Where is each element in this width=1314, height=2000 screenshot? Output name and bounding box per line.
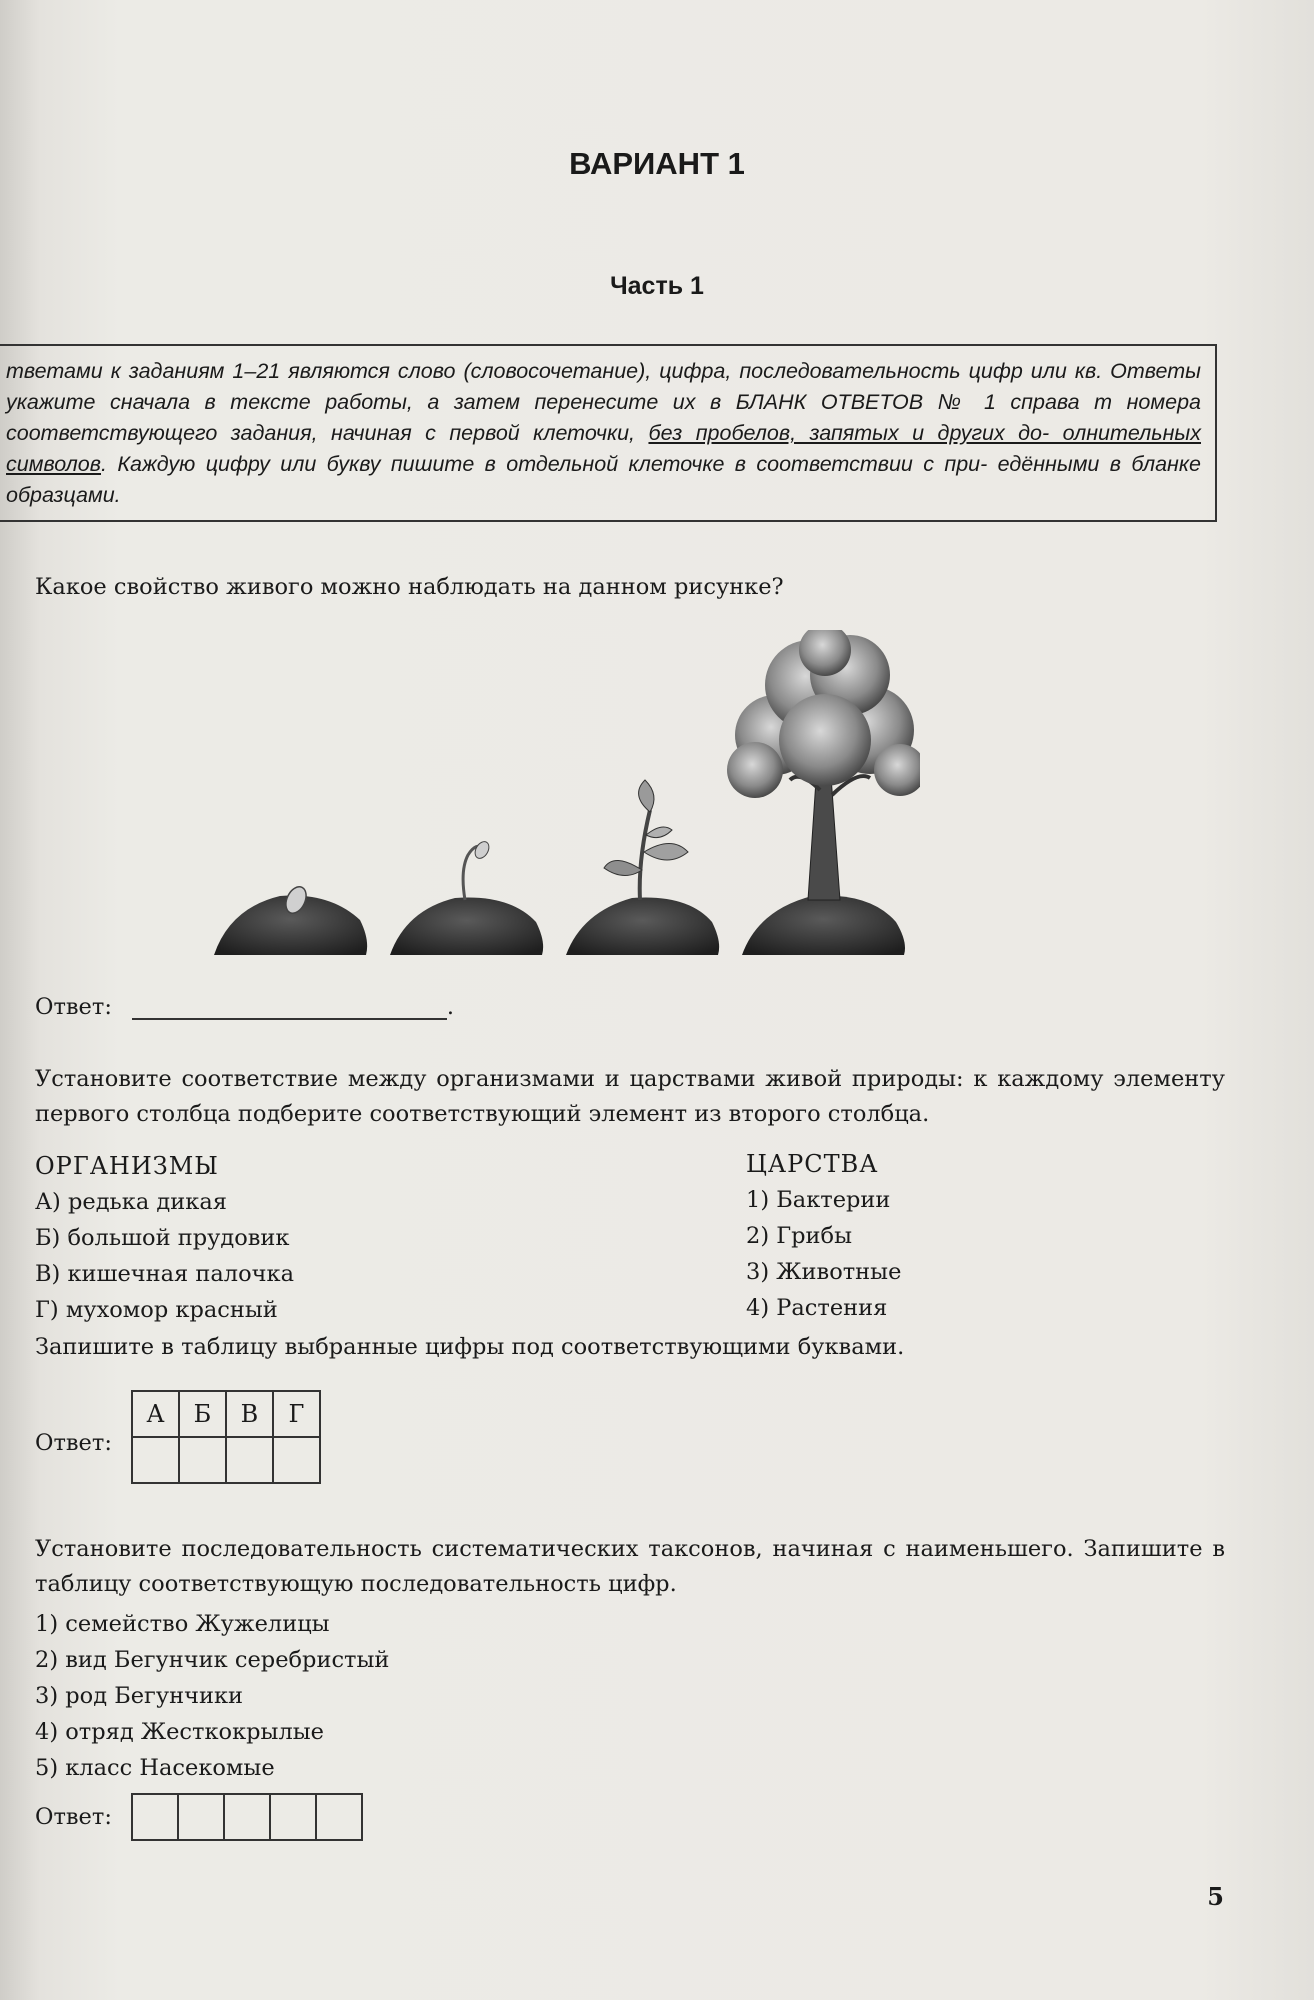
q1-answer-row <box>35 994 454 1020</box>
answer-cell[interactable] <box>179 1437 226 1483</box>
answer-cell[interactable] <box>132 1794 178 1840</box>
q1-answer-field[interactable] <box>132 994 447 1020</box>
kingdom-item: 2) Грибы <box>746 1223 852 1249</box>
answer-cell[interactable] <box>226 1437 273 1483</box>
instructions-text-1: тветами к заданиям 1–21 являются слово (словосочетание), цифра, последовательность цифр или кв. Ответы укажите сначала в тексте работы, а затем перенесите их в БЛАНК ОТВЕТОВ № 1 справа т номера соответствующего задания, начиная с первой клеточки, <box>6 359 1201 445</box>
q2-text: Установите соответствие между организмами и царствами живой природы: к каждому элементу первого столбца подберите соответствующий элемент из второго столбца. <box>35 1066 1225 1127</box>
organism-item: Б) большой прудовик <box>35 1225 290 1251</box>
q2-answer-table <box>131 1390 321 1484</box>
variant-title: ВАРИАНТ 1 <box>569 146 745 181</box>
taxon-item: 3) род Бегунчики <box>35 1683 244 1709</box>
taxon-item: 2) вид Бегунчик серебристый <box>35 1647 390 1673</box>
q2-instruction: Запишите в таблицу выбранные цифры под соответствующими буквами. <box>35 1334 905 1360</box>
q1-answer-label: Ответ: <box>35 994 112 1020</box>
organism-item: А) редька дикая <box>35 1189 227 1215</box>
answer-cell[interactable] <box>270 1794 316 1840</box>
answer-cell[interactable] <box>132 1437 179 1483</box>
seedling-mound <box>566 780 719 955</box>
instructions-underlined: без пробелов, запятых и других до- олнительных символов <box>6 421 1201 476</box>
q3-answer-label: Ответ: <box>35 1804 112 1830</box>
instructions-box <box>0 344 1217 522</box>
organisms-column <box>35 1148 294 1328</box>
seed-mound <box>214 884 367 955</box>
kingdom-item: 4) Растения <box>746 1295 888 1321</box>
q2-answer-label: Ответ: <box>35 1430 112 1456</box>
organism-item: Г) мухомор красный <box>35 1297 278 1323</box>
answer-cell[interactable] <box>178 1794 224 1840</box>
part-title: Часть 1 <box>610 272 704 300</box>
taxon-item: 5) класс Насекомые <box>35 1755 275 1781</box>
tree-mound <box>727 630 920 955</box>
kingdoms-column <box>746 1146 901 1326</box>
plant-growth-illustration <box>210 630 920 960</box>
organisms-header: ОРГАНИЗМЫ <box>35 1152 219 1180</box>
q3-taxa-list <box>35 1606 389 1786</box>
kingdom-item: 1) Бактерии <box>746 1187 891 1213</box>
table-header-cell: Б <box>179 1391 226 1437</box>
page-number: 5 <box>1207 1882 1224 1911</box>
taxon-item: 1) семейство Жужелицы <box>35 1611 330 1637</box>
organism-item: В) кишечная палочка <box>35 1261 294 1287</box>
answer-cell[interactable] <box>273 1437 320 1483</box>
q3-text: Установите последовательность систематических таксонов, начиная с наименьшего. Запишите в таблицу соответствующую последовательность цифр. <box>35 1536 1225 1597</box>
sprout-mound <box>390 839 543 955</box>
answer-cell[interactable] <box>316 1794 362 1840</box>
table-header-cell: Г <box>273 1391 320 1437</box>
q3-answer-boxes <box>131 1793 363 1841</box>
instructions-text-2: . Каждую цифру или букву пишите в отдельной клеточке в соответствии с при- едёнными в бланке образцами. <box>6 452 1201 507</box>
q1-text: Какое свойство живого можно наблюдать на данном рисунке? <box>35 574 784 600</box>
table-header-cell: В <box>226 1391 273 1437</box>
table-header-cell: А <box>132 1391 179 1437</box>
kingdoms-header: ЦАРСТВА <box>746 1150 879 1178</box>
q1-answer-suffix: . <box>446 994 455 1020</box>
kingdom-item: 3) Животные <box>746 1259 902 1285</box>
taxon-item: 4) отряд Жесткокрылые <box>35 1719 324 1745</box>
answer-cell[interactable] <box>224 1794 270 1840</box>
